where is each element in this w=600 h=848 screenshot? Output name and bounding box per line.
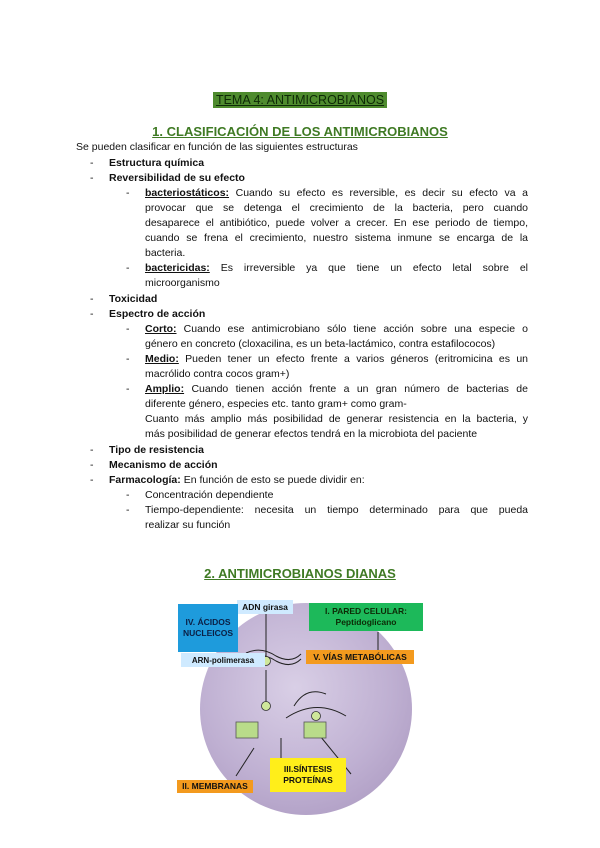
dash: -	[126, 323, 130, 335]
dash: -	[90, 172, 94, 184]
bacteriostaticos-label: bacteriostáticos:	[145, 187, 230, 199]
dash: -	[126, 187, 130, 199]
item-espectro: Espectro de acción	[109, 308, 206, 320]
label-membranas: II. MEMBRANAS	[177, 780, 253, 793]
dash: -	[126, 262, 130, 274]
medio-paragraph: Medio: Pueden tener un efecto frente a varios géneros (eritromicina es un macrólido contra cocos gram+)	[145, 353, 528, 380]
label-acidos-nucleicos: IV. ÁCIDOS NUCLEICOS	[178, 604, 238, 652]
item-concentracion: Concentración dependiente	[145, 489, 274, 501]
dash: -	[90, 474, 94, 486]
item-reversibilidad: Reversibilidad de su efecto	[109, 172, 245, 184]
tiempo-paragraph: Tiempo-dependiente: necesita un tiempo determinado para que pueda realizar su función	[145, 504, 528, 531]
dash: -	[90, 157, 94, 169]
section2-heading: 2. ANTIMICROBIANOS DIANAS	[204, 566, 396, 581]
label-pared-celular: I. PARED CELULAR: Peptidoglicano	[309, 603, 423, 631]
arrow-line	[236, 748, 254, 776]
dash: -	[90, 444, 94, 456]
bacteriostaticos-paragraph: bacteriostáticos: Cuando su efecto es reversible, es decir su efecto va a provocar que se detenga el crecimiento de la bacteria, pero cuando desaparece el antibiótico, puede volver a crecer. En ese periodo de tiempo, cuando se frena el crecimiento, nuestro sistema inmune se encarga de la bacteria.	[145, 187, 528, 259]
corto-paragraph: Corto: Cuando ese antimicrobiano sólo tiene acción sobre una especie o género en concreto (cloxacilina, es un beta-lactámico, contra estafilococos)	[145, 323, 529, 350]
bactericidas-label: bactericidas:	[145, 262, 210, 274]
label-sintesis-proteinas: III.SÍNTESIS PROTEÍNAS	[270, 758, 346, 792]
section1-intro: Se pueden clasificar en función de las siguientes estructuras	[76, 141, 358, 153]
dash: -	[126, 504, 130, 516]
item-estructura: Estructura química	[109, 157, 205, 169]
dash: -	[126, 383, 130, 395]
protein-complex	[304, 722, 326, 738]
mrna-arc	[294, 692, 326, 706]
dash: -	[90, 459, 94, 471]
item-farmacologia: Farmacología: En función de esto se puede dividir en:	[109, 474, 365, 486]
enzyme-dot	[262, 702, 271, 711]
membrane-transporter	[236, 722, 258, 738]
document-title: TEMA 4: ANTIMICROBIANOS	[0, 91, 600, 109]
dash: -	[90, 293, 94, 305]
dash: -	[126, 353, 130, 365]
section1-heading: 1. CLASIFICACIÓN DE LOS ANTIMICROBIANOS	[152, 124, 448, 139]
corto-label: Corto:	[145, 323, 177, 335]
dash: -	[126, 489, 130, 501]
label-arn-polimerasa: ARN-polimerasa	[181, 653, 265, 667]
label-adn-girasa: ADN girasa	[237, 600, 293, 614]
label-vias-metabolicas: V. VÍAS METABÓLICAS	[306, 650, 414, 664]
item-resistencia: Tipo de resistencia	[109, 444, 204, 456]
amplio-paragraph: Amplio: Cuando tienen acción frente a un gran número de bacterias de diferente género, especies etc. tanto gram+ como gram- Cuanto más amplio más posibilidad de generar resistencia en la bacteria, y más posibilidad de generar efectos tendrá en la microbiota del paciente	[145, 383, 528, 440]
dash: -	[90, 308, 94, 320]
ribosome-dot	[312, 712, 321, 721]
medio-label: Medio:	[145, 353, 179, 365]
item-toxicidad: Toxicidad	[109, 293, 158, 305]
amplio-label: Amplio:	[145, 383, 185, 395]
item-mecanismo: Mecanismo de acción	[109, 459, 218, 471]
bactericidas-paragraph: bactericidas: Es irreversible ya que tiene un efecto letal sobre el microorganismo	[145, 262, 529, 289]
